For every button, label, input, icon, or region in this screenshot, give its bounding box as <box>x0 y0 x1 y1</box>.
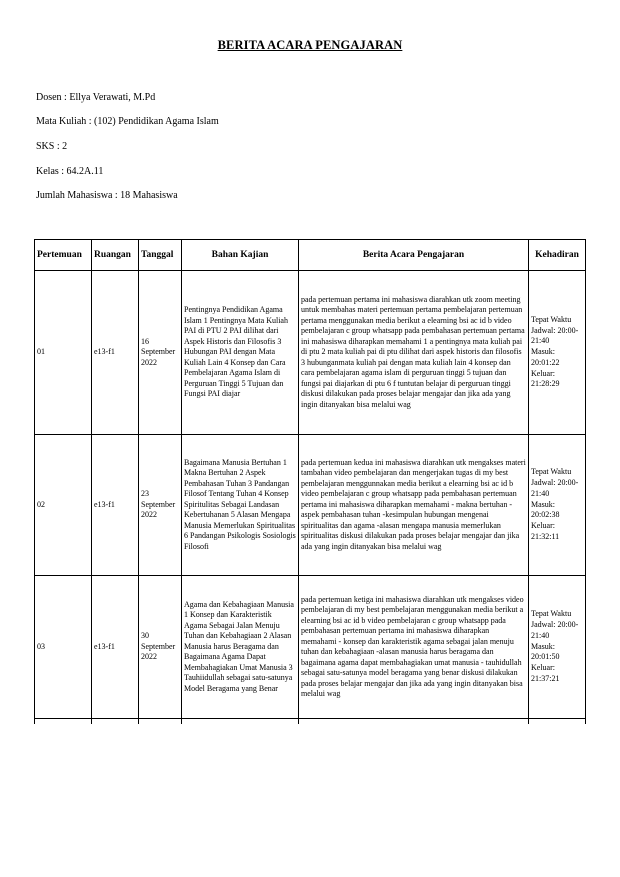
cell-kehadiran <box>529 435 586 576</box>
kehadiran-status: Tepat Waktu <box>531 314 572 324</box>
table-row <box>35 271 586 435</box>
kehadiran-masuk: Masuk: 20:01:50 <box>531 641 560 662</box>
kehadiran-jadwal: Jadwal: 20:00-21:40 <box>531 620 579 640</box>
cell-tanggal: 23 September 2022 <box>139 435 182 576</box>
cell-kehadiran <box>529 576 586 719</box>
cell-bahan-kajian: Pentingnya Pendidikan Agama Islam 1 Pentingnya Mata Kuliah PAI di PTU 2 PAI dilihat dari Aspek Historis dan Filosofis 3 Hubungan PAI dengan Mata Kuliah Lain 4 Konsep dan Cara Pembelajaran Agama Islam di Perguruan Tinggi 5 Tujuan dan Fungsi PAI diajar <box>182 271 299 435</box>
cell-ruangan: e13-f1 <box>92 271 139 435</box>
kehadiran-masuk: Masuk: 20:01:22 <box>531 347 560 367</box>
cell-kehadiran <box>529 271 586 435</box>
table-header-row <box>35 240 586 271</box>
berita-acara-table <box>34 239 586 724</box>
kehadiran-keluar: Keluar: 21:32:11 <box>531 521 560 541</box>
cell-bahan-kajian: Bagaimana Manusia Bertuhan 1 Makna Bertuhan 2 Aspek Pembahasan Tuhan 3 Pandangan Filosof Tentang Tuhan 4 Konsep Spiritulitas Sebagai Landasan Kebertuhanan 5 Alasan Mengapa Manusia Memerlukan Spiritualitas 6 Pandangan Psikologis Sosiologis Filosofi <box>182 435 299 576</box>
jumlah-mahasiswa-info: Jumlah Mahasiswa : 18 Mahasiswa <box>36 190 178 201</box>
cell-tanggal: 16 September 2022 <box>139 271 182 435</box>
kehadiran-keluar: Keluar: 21:37:21 <box>531 663 560 683</box>
kehadiran-status: Tepat Waktu <box>531 467 572 477</box>
mata-kuliah-info: Mata Kuliah : (102) Pendidikan Agama Islam <box>36 116 219 127</box>
kehadiran-jadwal: Jadwal: 20:00-21:40 <box>531 325 579 346</box>
header-bahan-kajian: Bahan Kajian <box>182 240 299 271</box>
cell-berita-acara: pada pertemuan pertama ini mahasiswa diarahkan utk zoom meeting untuk membahas materi pertemuan pertama pembelajaran pertemuan pertama menggunakan media berikut a elearning bsi ac id b video pembelajaran c group whatsapp pada pembahasan pertemuan pertama ini mahasiswa diharapkan memahami 1 a pentingnya mata kuliah pai di ptu 2 mata kuliah pai di ptu dilihat dari aspek historis dan filosofis 3 hubunganmata kuliah pai dengan mata kuliah lain 4 konsep dan cara pembelajaran agama islam di perguruan tinggi 5 tujuan dan fungsi pai diajarkan di ptu 6 f tuntutan belajar di perguruan tinggi diskusi dilakukan pada proses belajar mengajar dan jika ada yang ingin ditanyakan bisa melalui wag <box>299 271 529 435</box>
table-row <box>35 435 586 576</box>
table-continuation-row <box>35 719 586 725</box>
cell-ruangan: e13-f1 <box>92 576 139 719</box>
header-tanggal: Tanggal <box>139 240 182 271</box>
kehadiran-masuk: Masuk: 20:02:38 <box>531 499 560 520</box>
sks-info: SKS : 2 <box>36 141 68 152</box>
kehadiran-status: Tepat Waktu <box>531 609 572 619</box>
document-title: BERITA ACARA PENGAJARAN <box>217 38 403 52</box>
kelas-info: Kelas : 64.2A.11 <box>36 166 104 177</box>
table-row <box>35 576 586 719</box>
header-berita-acara: Berita Acara Pengajaran <box>299 240 529 271</box>
cell-ruangan: e13-f1 <box>92 435 139 576</box>
header-ruangan: Ruangan <box>92 240 139 271</box>
header-pertemuan: Pertemuan <box>35 240 92 271</box>
cell-tanggal: 30 September 2022 <box>139 576 182 719</box>
kehadiran-jadwal: Jadwal: 20:00-21:40 <box>531 478 579 498</box>
cell-bahan-kajian: Agama dan Kebahagiaan Manusia 1 Konsep dan Karakteristik Agama Sebagai Jalan Menuju Tuhan dan Kebahagiaan 2 Alasan Manusia harus Beragama dan Bagaimana Agama Dapat Membahagiakan Umat Manusia 3 Tauhiidullah sebagai satu-satunya Model Beragama yang Benar <box>182 576 299 719</box>
cell-berita-acara: pada pertemuan kedua ini mahasiswa diarahkan utk mengakses materi tambahan video pembelajaran dan mengerjakan tugas di my best pembelajaran menggunnakan media berikut a elearning bsi ac id b video pembelajaran c group whatsapp pada pembahasan pertemuan pertama ini mahasiswa diharapkan memahami - makna bertuhan -aspek pembahasan tuhan -kesimpulan hubungan mengenai spiritualitas dan agama -alasan mengapa manusia memerlukan spiritualitas diskusi dilakukan pada proses belajar mengajar dan jika ada yang ingin ditanyakan bisa melalui wag <box>299 435 529 576</box>
cell-pertemuan: 03 <box>35 576 92 719</box>
cell-berita-acara: pada pertemuan ketiga ini mahasiswa diarahkan utk mengakses video pembelajaran di my best pembelajaran menggunakan media berikut a elearning bsi ac id b video pembelajaran c group whatsapp pada pembahasan pertemuan pertama ini mahasiswa diharapkan memahami - konsep dan karakteristik agama sebagai jalan menuju tuhan dan kebahagiaan -alasan manusia harus beragama dan bagaimana agama dapat membahagiakan umat manusia - tauhidullah sebagai satu-satunya model beragama yang benar diskusi dilakukan pada proses belajar mengajar dan jika ada yang ingin ditanyakan bisa melalui wag <box>299 576 529 719</box>
header-kehadiran: Kehadiran <box>529 240 586 271</box>
kehadiran-keluar: Keluar: 21:28:29 <box>531 368 560 389</box>
cell-pertemuan: 01 <box>35 271 92 435</box>
cell-pertemuan: 02 <box>35 435 92 576</box>
dosen-info: Dosen : Ellya Verawati, M.Pd <box>36 92 156 103</box>
